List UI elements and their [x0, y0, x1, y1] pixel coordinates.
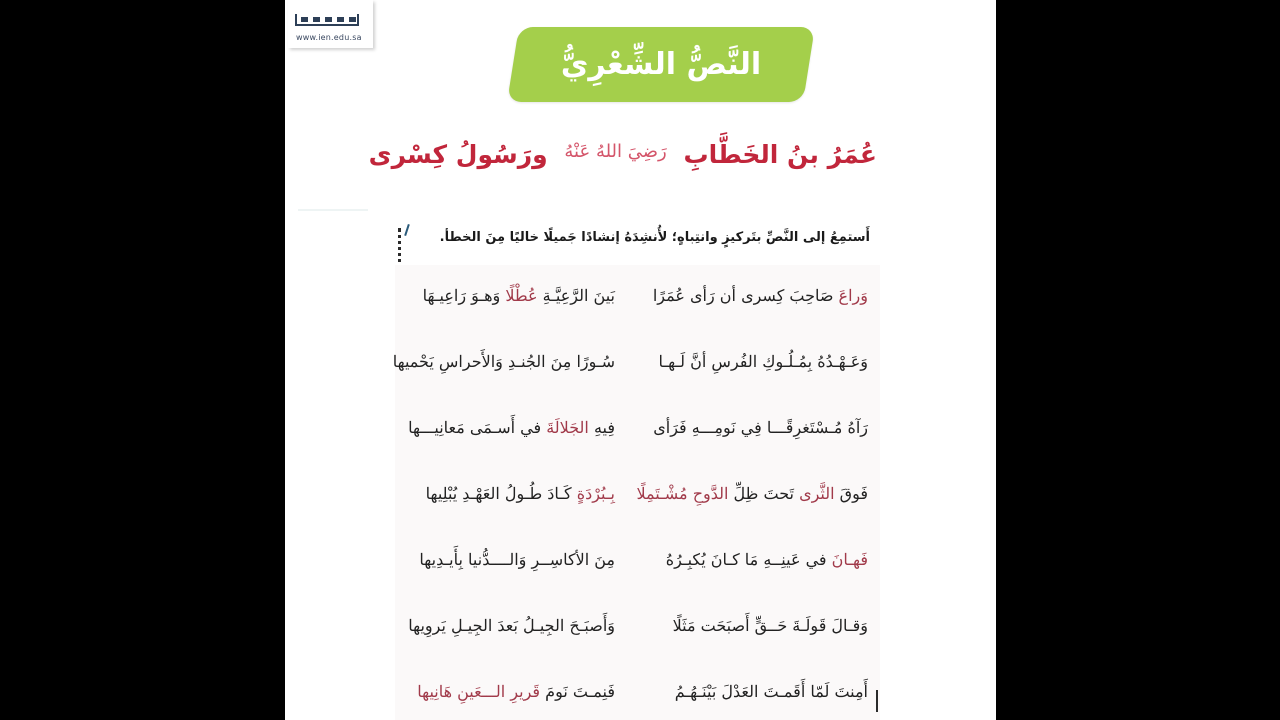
verse-4-ajuz	[403, 474, 615, 514]
verse-5-sadr	[663, 540, 868, 580]
verse-1-sadr	[652, 276, 868, 316]
verse-text: وَهـوَ رَاعِيـهَا	[422, 286, 506, 305]
margin-bar	[876, 690, 878, 712]
verse-text: بَينَ الرَّعِيَّـةِ	[537, 286, 615, 305]
highlighted-word: وَراعَ	[838, 286, 868, 305]
verse-text: تَحتَ ظِلِّ	[728, 484, 800, 503]
logo-icon	[295, 14, 359, 26]
verse-text: كَـادَ طُـولُ العَهْـدِ يُبْلِيها	[425, 484, 577, 503]
highlighted-word: عُطْلًا	[505, 286, 538, 305]
highlighted-word: بِـبُرْدَةٍ	[576, 484, 615, 503]
verse-text: في أَسـمَى مَعانِيـــها	[408, 418, 547, 437]
verse-text: أَمِنتَ لَمّا أَقَمـتَ العَدْلَ بَيْنَـهُـمُ	[674, 682, 868, 701]
site-logo	[288, 0, 373, 48]
verse-7-ajuz	[403, 672, 615, 712]
margin-tick	[404, 224, 410, 236]
verse-text: وَقـالَ قَولَـةَ حَــقٍّ أَصبَحَت مَثَلًا	[672, 616, 868, 635]
verse-3-sadr	[653, 408, 868, 448]
highlighted-word: الجَلالَةَ	[546, 418, 589, 437]
section-title: النَّصُّ الشِّعْرِيُّ	[560, 47, 762, 82]
highlighted-word: فَهـانَ	[831, 550, 868, 569]
verse-2-ajuz	[392, 342, 615, 382]
textbook-page	[285, 0, 996, 720]
verse-4-sadr	[636, 474, 868, 514]
poem-title-name: عُمَرُ بنُ الخَطَّابِ	[683, 140, 877, 169]
verse-2-sadr	[658, 342, 868, 382]
verse-7-sadr	[663, 672, 868, 712]
honorific: رَضِيَ اللهُ عَنْهُ	[564, 141, 667, 162]
poem-title	[368, 140, 877, 169]
verse-5-ajuz	[403, 540, 615, 580]
instruction-text: أَستمِعُ إلى النَّصِّ بتَركيزٍ وانتِباهٍ؛ لأُنشِدَهُ إنشادًا جَميلًا خاليًا مِنَ الخطأ.	[439, 230, 870, 245]
verse-text: صَاحِبَ كِسرى أن رَأى عُمَرًا	[652, 286, 839, 305]
logo-url: www.ien.edu.sa	[296, 33, 362, 42]
poem-title-subject: ورَسُولُ كِسْرى	[368, 140, 548, 169]
highlighted-word: الثَّرى	[799, 484, 835, 503]
verse-1-ajuz	[403, 276, 615, 316]
verse-text: فِيهِ	[588, 418, 615, 437]
divider	[298, 209, 368, 211]
verse-text: وَعَـهْـدُهُ بِمُـلُـوكِ الفُرسِ أنَّ لَـهـا	[658, 352, 868, 371]
verse-text: مِنَ الأكاسِــرِ وَالــــدُّنيا بِأَيـدِيها	[419, 550, 615, 569]
highlighted-word: الدَّوحِ مُشْـتَمِلًا	[636, 484, 729, 503]
verse-3-ajuz	[403, 408, 615, 448]
highlighted-word: قَريرِ الـــعَينِ هَانِيها	[417, 682, 541, 701]
verse-text: رَآهُ مُـسْتَغرِقًـــا فِي نَومِـــهِ فَرَأى	[653, 418, 868, 437]
verse-text: فَوقَ	[834, 484, 868, 503]
verse-text: وَأَصبَـحَ الجِيـلُ بَعدَ الجِيـلِ يَروِيها	[408, 616, 615, 635]
verse-6-sadr	[663, 606, 868, 646]
verse-text: سُـورًا مِنَ الجُنـدِ وَالأَحراسِ يَحْميها	[392, 352, 615, 371]
verse-text: فَنِمـتَ نَومَ	[540, 682, 615, 701]
verse-text: في عَينِــهِ مَا كـانَ يُكبِـرُهُ	[665, 550, 832, 569]
verse-6-ajuz	[403, 606, 615, 646]
